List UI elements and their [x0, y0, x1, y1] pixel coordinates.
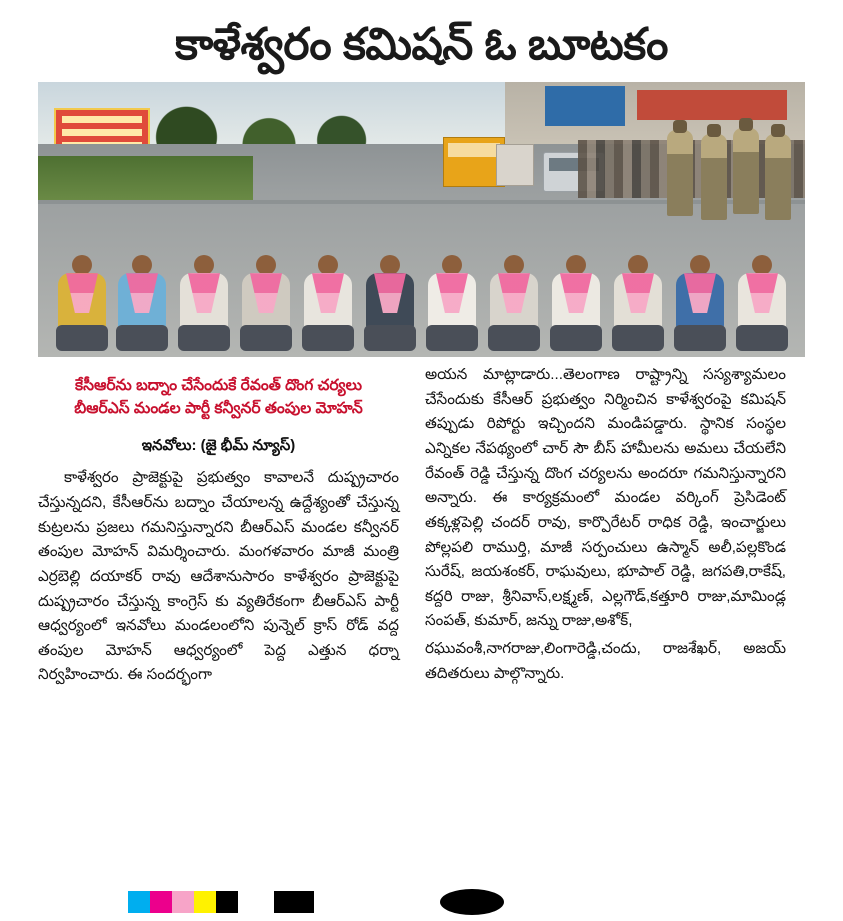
photo-protester — [736, 255, 788, 351]
photo-protester — [178, 255, 230, 351]
photo-protester — [488, 255, 540, 351]
photo-police-officer — [765, 134, 791, 220]
color-swatch — [128, 891, 150, 913]
byline: ఇనవోలు: (జై భీమ్ న్యూస్) — [141, 437, 296, 455]
print-registration-marks — [0, 883, 843, 921]
photo-protester — [550, 255, 602, 351]
photo-protester — [240, 255, 292, 351]
protest-photo — [38, 82, 805, 357]
caption-line-1: కేసీఆర్‌ను బద్నాం చేసేందుకే రేవంత్ దొంగ చర్యలు — [74, 377, 362, 395]
color-swatch — [150, 891, 172, 913]
photo-protester — [612, 255, 664, 351]
left-column — [38, 363, 399, 691]
right-column — [425, 363, 786, 691]
body-paragraph: అయన మాట్లాడారు...తెలంగాణ రాష్ట్రాన్ని సస్యశ్యామలం చేసేందుకు కేసీఆర్ ప్రభుత్వం నిర్మించిన కాళేశ్వరంపై కమిషన్ తప్పుడు రిపోర్టు ఇచ్చిందని మండిపడ్డారు. స్థానిక సంస్థల ఎన్నికల నేపథ్యంలో చార్ సౌ బీస్ హామీలను అమలు చేయలేని రేవంత్ రెడ్డి చేస్తున్న దొంగ చర్యలను అందరూ గమనిస్తున్నారని అన్నారు. ఈ కార్యక్రమంలో మండల వర్కింగ్ ప్రెసిడెంట్ తక్కళ్లపెల్లి చందర్ రావు, కార్పొరేటర్ రాధిక రెడ్డి, ఇంచార్జులు పోల్లపలి రాముర్తి, మాజీ సర్పంచులు ఉస్మాన్ అలీ,పల్లకొండ సురేష్, జయశంకర్, రాఘవులు, భూపాల్ రెడ్డి, జగపతి,రాకేష్, కద్దరి రాజు, శ్రీనివాస్,లక్ష్మణ్, ఎల్లగౌడ్,కత్తూరి రాజు,మామిండ్ల సంపత్, కుమార్, జన్ను రాజు,అశోక్, — [425, 366, 786, 630]
photo-protester — [426, 255, 478, 351]
caption-line-2: బీఆర్‌ఎస్ మండల పార్టీ కన్వీనర్ తంపుల మోహన్ — [74, 399, 363, 417]
body-paragraph: కాళేశ్వరం ప్రాజెక్టుపై ప్రభుత్వం కావాలనే దుష్ప్రచారం చేస్తున్నదని, కేసీఆర్‌ను బద్నాం చేయాలన్న ఉద్దేశ్యంతో చేస్తున్న కుట్రలను ప్రజలు గమనిస్తున్నారని బీఆర్‌ఎస్ మండల కన్వీనర్ తంపుల మోహన్ విమర్శించారు. మంగళవారం మాజీ మంత్రి ఎర్రబెల్లి దయాకర్ రావు ఆదేశానుసారం కాళేశ్వరం ప్రాజెక్టుపై దుష్ప్రచారం చేస్తున్న కాంగ్రెస్ కు వ్యతిరేకంగా బీఆర్‌ఎస్ పార్టీ ఆధ్వర్యంలో ఇనవోలు మండలంలోని పున్నెల్ క్రాస్ రోడ్ వద్ద తంపుల మోహన్ ఆధ్వర్యంలో పెద్ద ఎత్తున ధర్నా నిర్వహించారు. ఈ సందర్భంగా — [38, 469, 399, 684]
photo-caption — [38, 375, 399, 420]
photo-protester — [364, 255, 416, 351]
color-swatch-strip — [128, 891, 238, 913]
color-swatch — [194, 891, 216, 913]
photo-protester — [302, 255, 354, 351]
black-registration-bar — [274, 891, 314, 913]
photo-protester — [56, 255, 108, 351]
photo-police-officer — [733, 128, 759, 214]
article-columns — [38, 357, 805, 691]
registration-ellipse — [440, 889, 504, 915]
color-swatch — [216, 891, 238, 913]
photo-protester — [674, 255, 726, 351]
color-swatch — [172, 891, 194, 913]
page-title: కాళేశ్వరం కమిషన్ ఓ బూటకం — [175, 20, 668, 69]
body-paragraph: రఘువంశీ,నాగరాజు,లింగారెడ్డి,చందు, రాజశేఖర్, అజయ్ తదితరులు పాల్గొన్నారు. — [425, 640, 786, 682]
photo-protester — [116, 255, 168, 351]
photo-police-officer — [701, 134, 727, 220]
photo-truck — [496, 144, 534, 186]
photo-police-officer — [667, 130, 693, 216]
photo-roadside-grass — [38, 156, 253, 200]
